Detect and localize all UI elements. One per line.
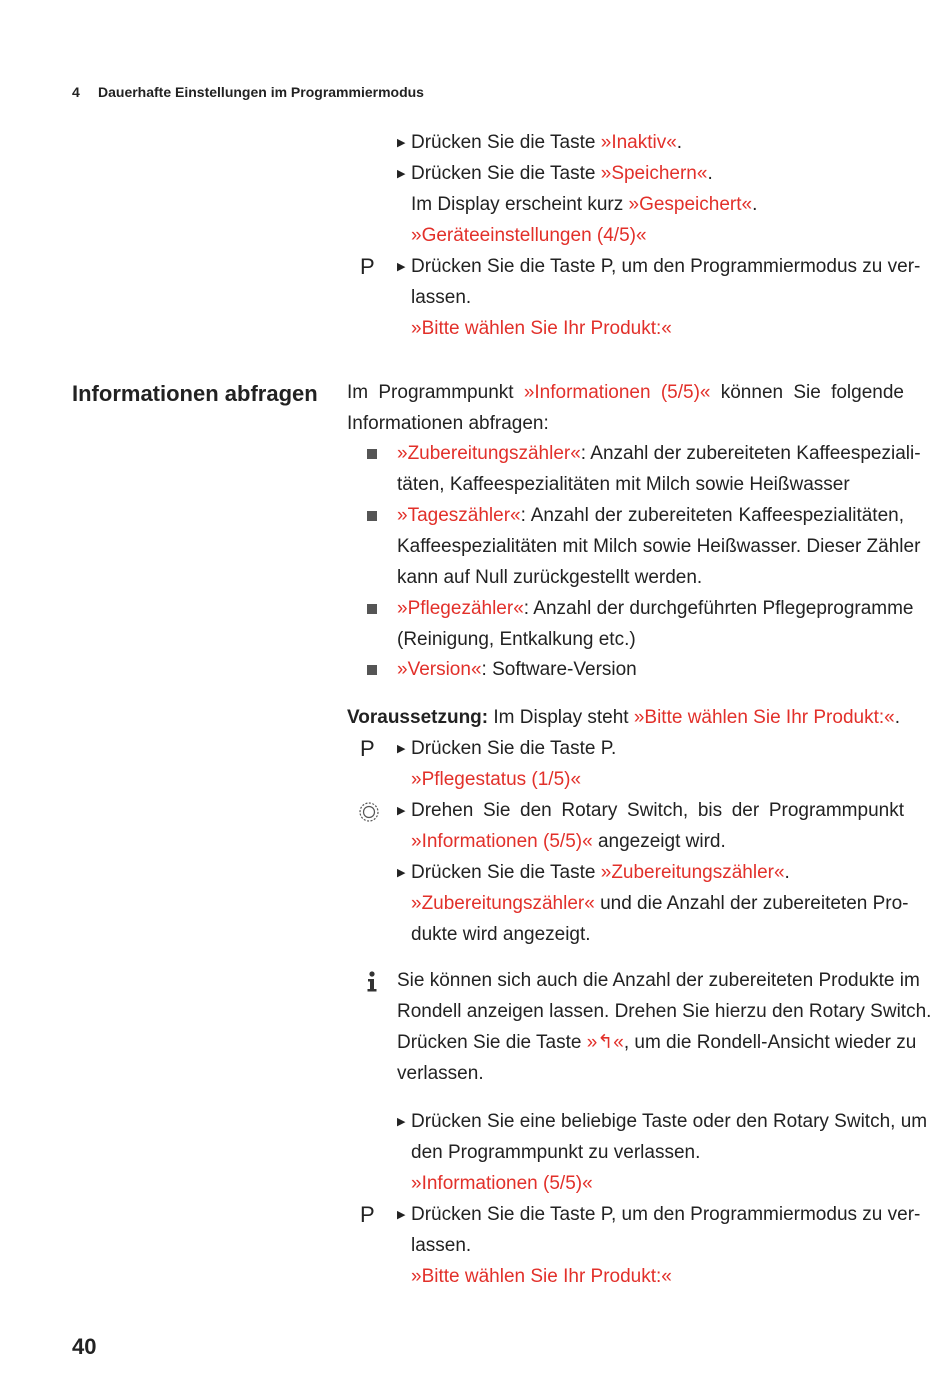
square-bullet-icon xyxy=(367,604,377,614)
chapter-title: Dauerhafte Einstellungen im Programmiermodus xyxy=(98,84,424,100)
p-key-icon: P xyxy=(360,1202,375,1227)
info-icon xyxy=(364,970,380,994)
bullet-triangle-icon: ▶ xyxy=(397,261,406,273)
end-line-3: »Informationen (5/5)« xyxy=(411,1173,593,1194)
end-line-5: lassen. xyxy=(411,1235,472,1256)
end-line-1: Drücken Sie eine beliebige Taste oder den Rotary Switch, um xyxy=(411,1111,928,1132)
bullet-1-line-2: täten, Kaffeespezialitäten mit Milch sowie Heißwasser xyxy=(397,474,850,495)
bullet-triangle-icon: ▶ xyxy=(397,805,406,817)
p-key-icon: P xyxy=(360,736,375,761)
rotary-switch-icon xyxy=(357,800,381,824)
info-line-1: Sie können sich auch die Anzahl der zubereiteten Produkte im xyxy=(397,970,920,991)
running-header xyxy=(72,84,424,100)
bullet-triangle-icon: ▶ xyxy=(397,137,406,149)
step-3-line: Drücken Sie die Taste »Zubereitungszähler«. xyxy=(411,862,790,883)
top-line-1: Drücken Sie die Taste »Inaktiv«. xyxy=(411,132,683,153)
bullet-3-line-1: »Pflegezähler«: Anzahl der durchgeführten Pflegeprogramme xyxy=(397,598,914,619)
top-line-2: Drücken Sie die Taste »Speichern«. xyxy=(411,163,713,184)
section-heading: Informationen abfragen xyxy=(72,381,318,406)
top-line-7: »Bitte wählen Sie Ihr Produkt:« xyxy=(411,318,672,339)
bullet-triangle-icon: ▶ xyxy=(397,743,406,755)
step-3-result-line-2: dukte wird angezeigt. xyxy=(411,924,591,945)
p-key-icon: P xyxy=(360,254,375,279)
intro-line-1: Im Programmpunkt »Informationen (5/5)« können Sie folgende xyxy=(347,382,904,403)
step-2-line-2: »Informationen (5/5)« angezeigt wird. xyxy=(411,831,726,852)
info-line-2: Rondell anzeigen lassen. Drehen Sie hierzu den Rotary Switch. xyxy=(397,1001,932,1022)
bullet-triangle-icon: ▶ xyxy=(397,1209,406,1221)
square-bullet-icon xyxy=(367,511,377,521)
top-line-3: Im Display erscheint kurz »Gespeichert«. xyxy=(411,194,758,215)
bullet-1-line-1: »Zubereitungszähler«: Anzahl der zubereiteten Kaffeespeziali- xyxy=(397,443,921,464)
top-line-6: lassen. xyxy=(411,287,472,308)
bullet-4-line-1: »Version«: Software-Version xyxy=(397,659,637,680)
step-2-line-1: Drehen Sie den Rotary Switch, bis der Programmpunkt xyxy=(411,800,904,821)
prerequisite-line: Voraussetzung: Im Display steht »Bitte wählen Sie Ihr Produkt:«. xyxy=(347,707,900,728)
bullet-triangle-icon: ▶ xyxy=(397,867,406,879)
top-line-5: Drücken Sie die Taste P, um den Programmiermodus zu ver- xyxy=(411,256,921,277)
bullet-2-line-3: kann auf Null zurückgestellt werden. xyxy=(397,567,703,588)
square-bullet-icon xyxy=(367,665,377,675)
step-1-result: »Pflegestatus (1/5)« xyxy=(411,769,582,790)
end-line-4: Drücken Sie die Taste P, um den Programmiermodus zu ver- xyxy=(411,1204,921,1225)
page-number: 40 xyxy=(72,1334,97,1359)
back-arrow-icon: ↰ xyxy=(597,1032,614,1053)
top-line-4: »Geräteeinstellungen (4/5)« xyxy=(411,225,647,246)
end-line-2: den Programmpunkt zu verlassen. xyxy=(411,1142,701,1163)
bullet-triangle-icon: ▶ xyxy=(397,168,406,180)
info-line-4: verlassen. xyxy=(397,1063,484,1084)
end-line-6: »Bitte wählen Sie Ihr Produkt:« xyxy=(411,1266,672,1287)
bullet-2-line-1: »Tageszähler«: Anzahl der zubereiteten Kaffeespezialitäten, xyxy=(397,505,904,526)
bullet-3-line-2: (Reinigung, Entkalkung etc.) xyxy=(397,629,636,650)
step-1-line: Drücken Sie die Taste P. xyxy=(411,738,617,759)
chapter-number: 4 xyxy=(72,84,80,100)
square-bullet-icon xyxy=(367,449,377,459)
bullet-2-line-2: Kaffeespezialitäten mit Milch sowie Heißwasser. Dieser Zähler xyxy=(397,536,921,557)
info-line-3: Drücken Sie die Taste »↰«, um die Rondell-Ansicht wieder zu xyxy=(397,1032,917,1053)
intro-line-2: Informationen abfragen: xyxy=(347,413,549,434)
step-3-result-line-1: »Zubereitungszähler« und die Anzahl der zubereiteten Pro- xyxy=(411,893,909,914)
bullet-triangle-icon: ▶ xyxy=(397,1116,406,1128)
